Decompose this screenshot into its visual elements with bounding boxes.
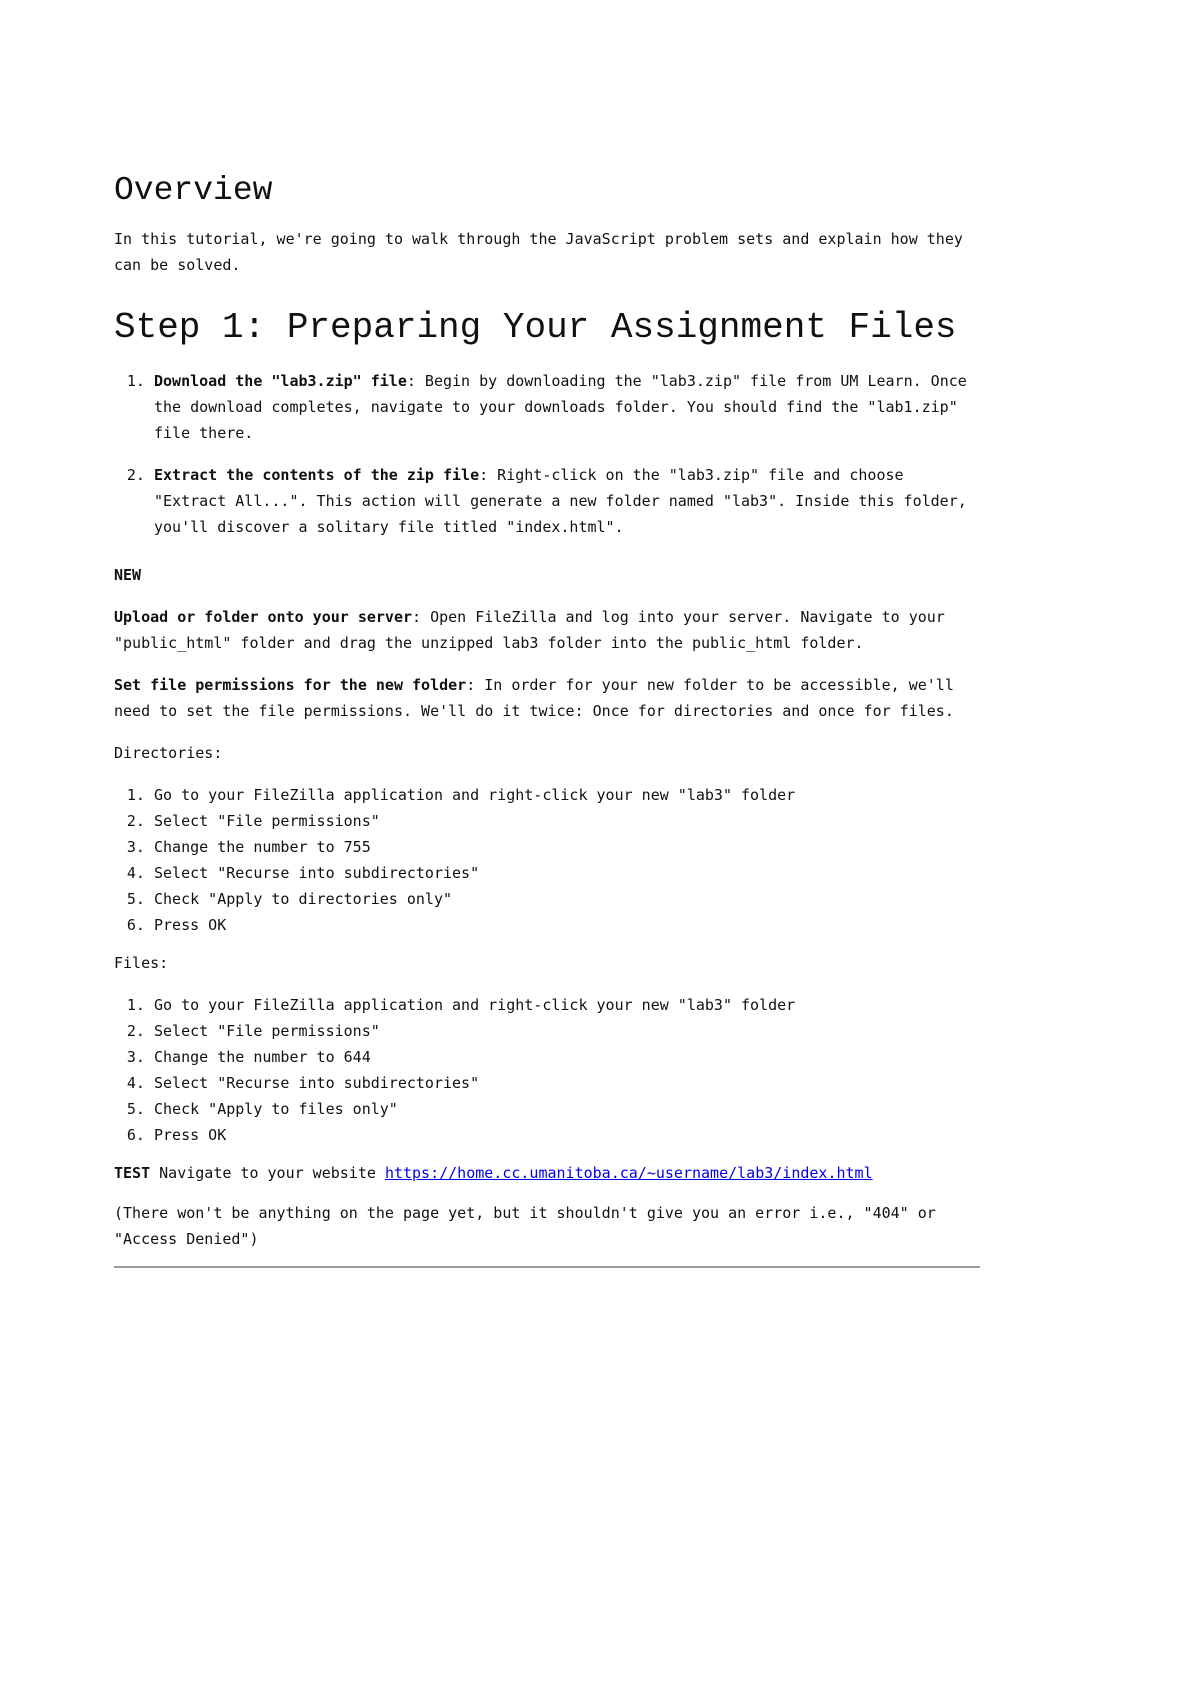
permissions-title: Set file permissions for the new folder [114, 676, 467, 694]
list-item: 3. Change the number to 755 [154, 834, 978, 860]
list-item: 4. Select "Recurse into subdirectories" [154, 1070, 978, 1096]
list-item: 2. Select "File permissions" [154, 808, 978, 834]
horizontal-rule [114, 1266, 980, 1268]
upload-title: Upload or folder onto your server [114, 608, 413, 626]
step-title: Download the "lab3.zip" file [154, 372, 407, 390]
list-item: 4. Select "Recurse into subdirectories" [154, 860, 978, 886]
upload-text: : Open FileZilla and log into your server. Navigate to your "public_html" folder and drag the unzipped lab3 folder into the public_html folder. [114, 608, 945, 652]
directories-label: Directories: [114, 744, 223, 762]
files-steps [114, 992, 978, 1148]
new-label: NEW [114, 566, 142, 584]
test-text: Navigate to your website [150, 1164, 385, 1182]
step-text: : Begin by downloading the "lab3.zip" file from UM Learn. Once the download completes, navigate to your downloads folder. You should find the "lab1.zip" file there. [154, 372, 967, 442]
upload-paragraph [114, 604, 978, 656]
step-text: : Right-click on the "lab3.zip" file and choose "Extract All...". This action will generate a new folder named "lab3". Inside this folder, you'll discover a solitary file titled "index.html". [154, 466, 967, 536]
list-item: 2. Select "File permissions" [154, 1018, 978, 1044]
list-item: 5. Check "Apply to files only" [154, 1096, 978, 1122]
files-label: Files: [114, 954, 169, 972]
list-item: 6. Press OK [154, 1122, 978, 1148]
list-item [154, 368, 978, 446]
list-item: 1. Go to your FileZilla application and right-click your new "lab3" folder [154, 782, 978, 808]
step-title: Extract the contents of the zip file [154, 466, 480, 484]
overview-heading: Overview [114, 172, 273, 209]
test-paragraph [114, 1160, 978, 1186]
step1-list [114, 368, 978, 540]
list-item: 5. Check "Apply to directories only" [154, 886, 978, 912]
overview-text: In this tutorial, we're going to walk through the JavaScript problem sets and explain how they can be solved. [114, 230, 963, 274]
directories-steps [114, 782, 978, 938]
step1-heading: Step 1: Preparing Your Assignment Files [114, 307, 957, 348]
permissions-paragraph [114, 672, 978, 724]
list-item: 6. Press OK [154, 912, 978, 938]
document-page [114, 170, 978, 1268]
permissions-text: : In order for your new folder to be accessible, we'll need to set the file permissions. We'll do it twice: Once for directories and once for files. [114, 676, 954, 720]
list-item [154, 462, 978, 540]
list-item: 1. Go to your FileZilla application and right-click your new "lab3" folder [154, 992, 978, 1018]
list-item: 3. Change the number to 644 [154, 1044, 978, 1070]
test-label: TEST [114, 1164, 151, 1182]
website-link[interactable]: https://home.cc.umanitoba.ca/~username/lab3/index.html [384, 1164, 873, 1182]
test-note: (There won't be anything on the page yet, but it shouldn't give you an error i.e., "404" or "Access Denied") [114, 1204, 936, 1248]
